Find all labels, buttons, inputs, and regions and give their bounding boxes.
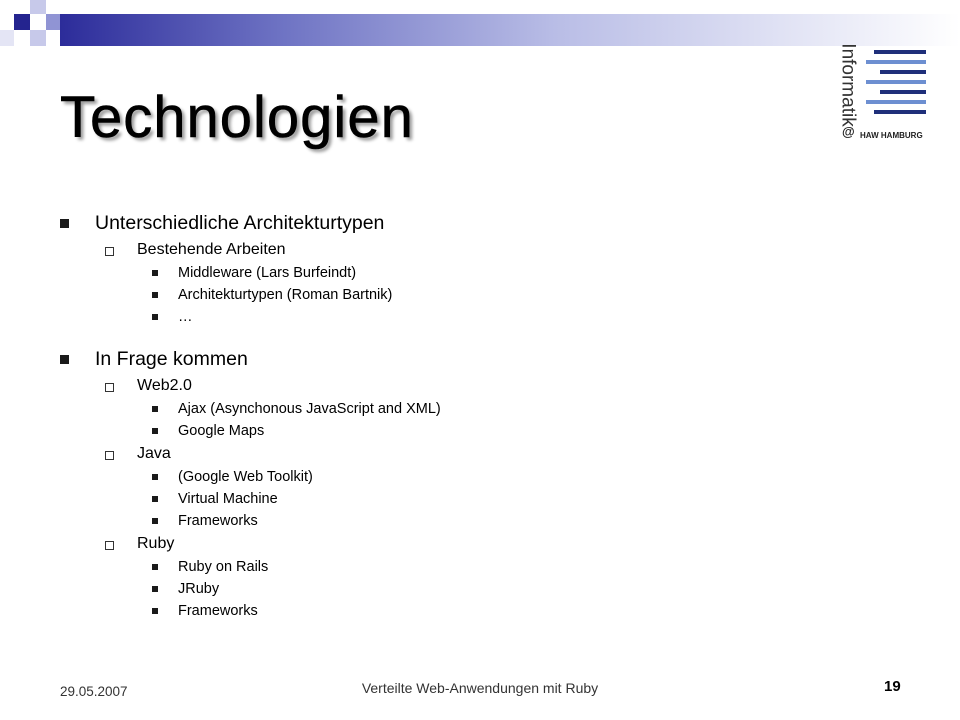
informatik-logo	[836, 43, 936, 148]
square-bullet-icon	[152, 292, 158, 298]
spacer	[60, 328, 880, 344]
bullet-text: Web2.0	[137, 377, 192, 394]
square-bullet-icon	[152, 608, 158, 614]
logo-bar	[880, 90, 926, 94]
square-bullet-icon	[152, 586, 158, 592]
bullet-text: Ruby on Rails	[178, 559, 269, 575]
square-bullet-icon	[152, 314, 158, 320]
footer-date: 29.05.2007	[60, 684, 128, 699]
square-bullet-icon	[60, 219, 69, 228]
bullet-text: Ajax (Asynchonous JavaScript and XML)	[178, 401, 441, 417]
bullet-level2	[60, 442, 880, 466]
corner-square-pale	[0, 30, 14, 46]
bullet-level1	[60, 344, 880, 374]
bullet-text: Frameworks	[178, 513, 258, 529]
square-bullet-icon	[152, 564, 158, 570]
bullet-text: Java	[137, 445, 171, 462]
bullet-level3	[60, 306, 880, 328]
square-bullet-icon	[152, 406, 158, 412]
logo-org-name: HAW HAMBURG	[860, 131, 923, 140]
square-bullet-icon	[152, 496, 158, 502]
bullet-text: JRuby	[178, 581, 220, 597]
corner-square-mid	[46, 14, 60, 30]
hollow-square-bullet-icon	[105, 383, 114, 392]
logo-bar	[866, 100, 926, 104]
square-bullet-icon	[60, 355, 69, 364]
bullet-level3	[60, 556, 880, 578]
header-gradient-bar	[60, 14, 960, 46]
bullet-level3	[60, 420, 880, 442]
bullet-level3	[60, 466, 880, 488]
bullet-list	[60, 208, 880, 622]
corner-square-light-2	[30, 30, 46, 46]
bullet-text: …	[178, 309, 193, 325]
bullet-level2	[60, 374, 880, 398]
hollow-square-bullet-icon	[105, 247, 114, 256]
bullet-text: (Google Web Toolkit)	[178, 469, 313, 485]
corner-square-dark	[14, 14, 30, 30]
bullet-text: Ruby	[137, 535, 175, 552]
bullet-text: Bestehende Arbeiten	[137, 241, 286, 258]
slide-title: Technologien	[60, 85, 414, 150]
logo-at-symbol: @	[842, 124, 855, 139]
logo-bar	[866, 60, 926, 64]
bullet-level3	[60, 488, 880, 510]
bullet-level1	[60, 208, 880, 238]
corner-square-light	[30, 0, 46, 14]
logo-bar	[874, 50, 926, 54]
bullet-level2	[60, 532, 880, 556]
square-bullet-icon	[152, 518, 158, 524]
hollow-square-bullet-icon	[105, 541, 114, 550]
bullet-text: Frameworks	[178, 603, 258, 619]
logo-wordmark: Informatik	[837, 43, 859, 127]
slide-content	[60, 208, 880, 622]
square-bullet-icon	[152, 474, 158, 480]
logo-bar	[874, 110, 926, 114]
bullet-text: Architekturtypen (Roman Bartnik)	[178, 287, 393, 303]
bullet-text: Google Maps	[178, 423, 265, 439]
bullet-text: Middleware (Lars Burfeindt)	[178, 265, 357, 281]
bullet-text: In Frage kommen	[95, 348, 248, 370]
bullet-level2	[60, 238, 880, 262]
bullet-level3	[60, 262, 880, 284]
hollow-square-bullet-icon	[105, 451, 114, 460]
logo-bar	[880, 70, 926, 74]
bullet-text: Virtual Machine	[178, 491, 278, 507]
square-bullet-icon	[152, 270, 158, 276]
slide-number: 19	[884, 678, 901, 695]
bullet-level3	[60, 284, 880, 306]
bullet-level3	[60, 510, 880, 532]
bullet-level3	[60, 578, 880, 600]
footer-title: Verteilte Web-Anwendungen mit Ruby	[361, 680, 599, 696]
square-bullet-icon	[152, 428, 158, 434]
bullet-text: Unterschiedliche Architekturtypen	[95, 212, 385, 234]
bullet-level3	[60, 600, 880, 622]
logo-bar	[866, 80, 926, 84]
bullet-level3	[60, 398, 880, 420]
